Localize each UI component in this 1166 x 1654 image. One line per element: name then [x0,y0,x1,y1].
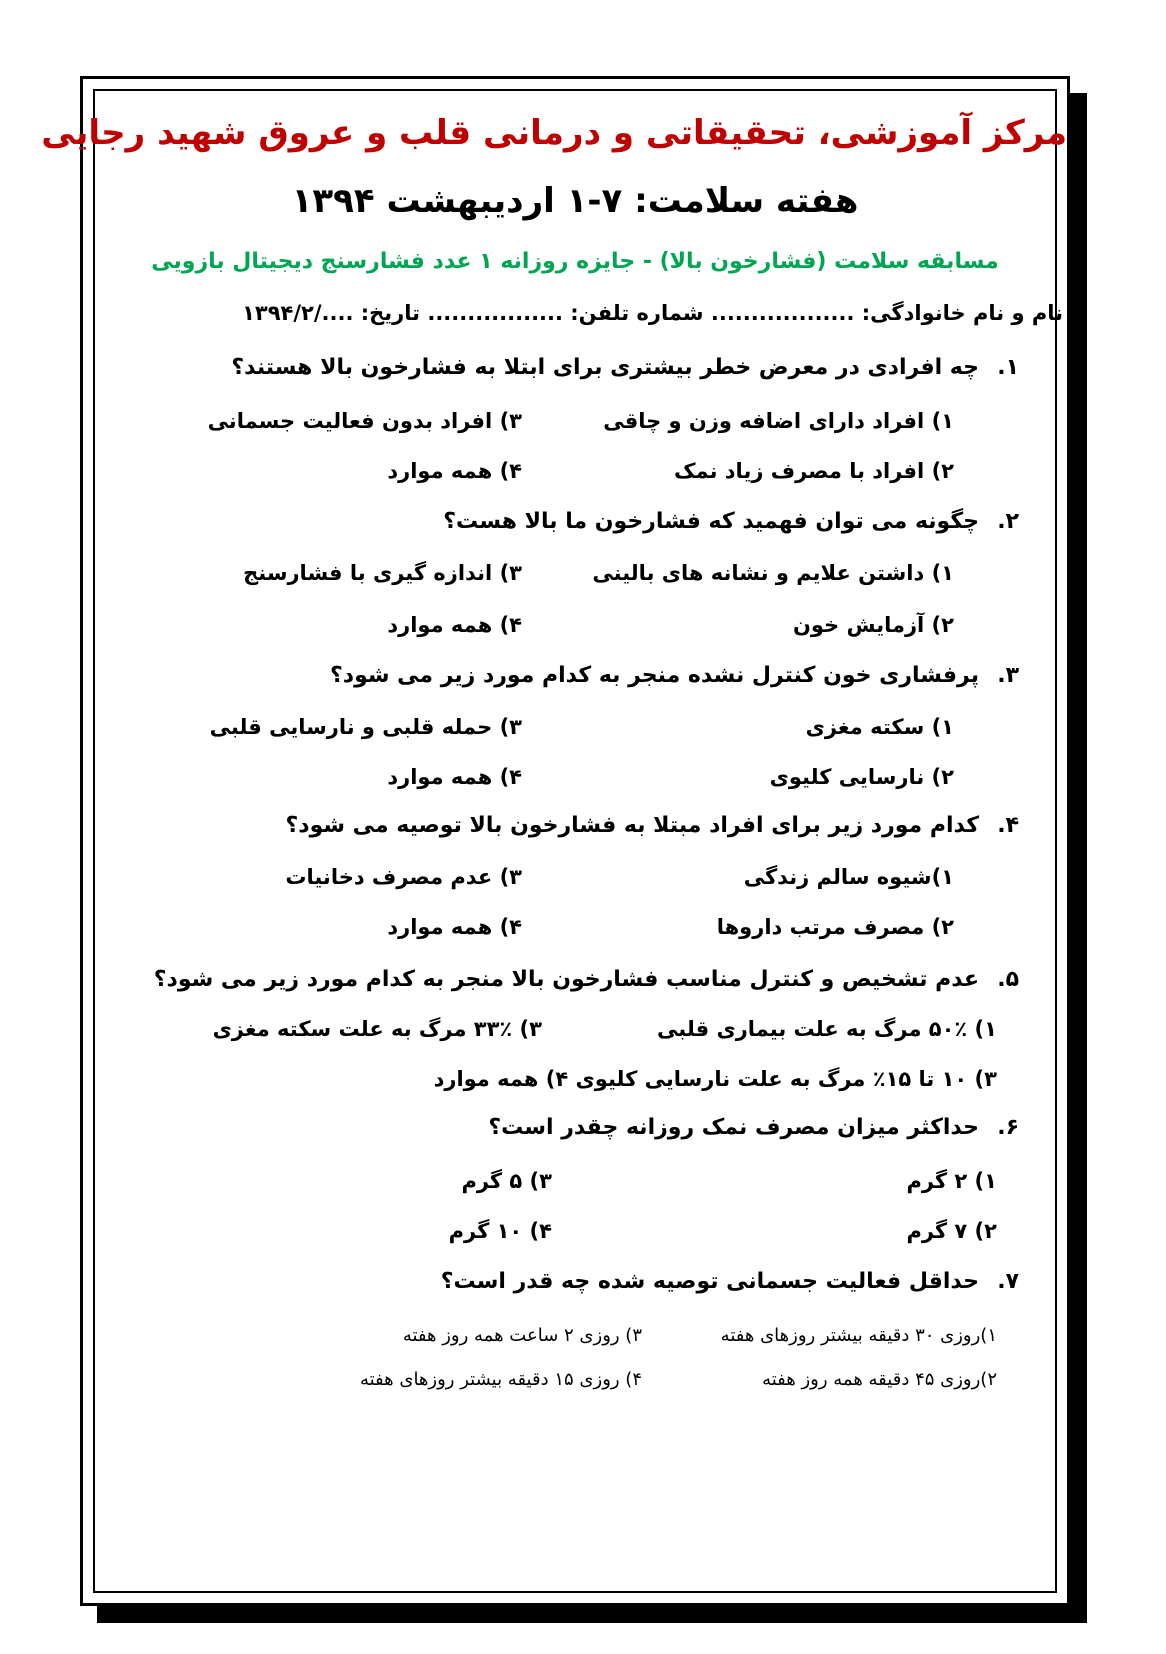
week-title: هفته سلامت: ۷-۱ اردیبهشت ۱۳۹۴ [291,181,859,221]
question-6 [83,1115,1019,1140]
q3-option-1[interactable]: ۱) سکته مغزی [805,715,954,739]
q5-option-1[interactable]: ۱) ۵۰٪ مرگ به علت بیماری قلبی [657,1017,997,1041]
page-frame [41,76,1070,1606]
question-text: چگونه می توان فهمید که فشارخون ما بالا هست؟ [443,509,979,534]
question-number: ۶. [997,1115,1019,1140]
question-number: ۱. [997,355,1019,380]
question-number: ۲. [997,509,1019,534]
q2-option-2[interactable]: ۲) آزمایش خون [792,613,954,637]
question-number: ۴. [997,813,1019,838]
participant-info-line: نام و نام خانوادگی: .................. شماره تلفن: ................. تاریخ: ..../۱۳۹۴/۲ [242,301,1063,325]
question-1 [83,355,1019,380]
institute-title: مرکز آموزشی، تحقیقاتی و درمانی قلب و عروق شهید رجایی [41,113,1067,153]
question-text: حداکثر میزان مصرف نمک روزانه چقدر است؟ [488,1115,979,1140]
q4-option-1[interactable]: ۱)شیوه سالم زندگی [743,865,954,889]
question-number: ۵. [997,967,1019,992]
q2-option-3[interactable]: ۳) اندازه گیری با فشارسنج [243,561,522,585]
q1-option-1[interactable]: ۱) افراد دارای اضافه وزن و چاقی [603,409,954,433]
q4-option-3[interactable]: ۳) عدم مصرف دخانیات [285,865,522,889]
q1-option-3[interactable]: ۳) افراد بدون فعالیت جسمانی [207,409,522,433]
question-number: ۷. [997,1269,1019,1294]
q7-option-4[interactable]: ۴) روزی ۱۵ دقیقه بیشتر روزهای هفته [359,1369,642,1390]
q3-option-3[interactable]: ۳) حمله قلبی و نارسایی قلبی [209,715,522,739]
q5-option-3[interactable]: ۳) ۳۳٪ مرگ به علت سکته مغزی [212,1017,542,1041]
question-text: عدم تشخیص و کنترل مناسب فشارخون بالا منجر به کدام مورد زیر می شود؟ [153,967,979,992]
question-text: حداقل فعالیت جسمانی توصیه شده چه قدر است؟ [440,1269,979,1294]
q5-option-3-4[interactable]: ۳) ۱۰ تا ۱۵٪ مرگ به علت نارسایی کلیوی ۴) همه موارد [433,1067,997,1091]
q4-option-4[interactable]: ۴) همه موارد [387,915,522,939]
q1-option-2[interactable]: ۲) افراد با مصرف زیاد نمک [674,459,954,483]
q3-option-2[interactable]: ۲) نارسایی کلیوی [769,765,954,789]
question-text: پرفشاری خون کنترل نشده منجر به کدام مورد زیر می شود؟ [330,663,979,688]
q1-option-4[interactable]: ۴) همه موارد [387,459,522,483]
q2-option-4[interactable]: ۴) همه موارد [387,613,522,637]
q6-option-3[interactable]: ۳) ۵ گرم [461,1169,552,1193]
contest-title: مسابقه سلامت (فشارخون بالا) - جایزه روزانه ۱ عدد فشارسنج دیجیتال بازویی [151,249,999,274]
q7-option-1[interactable]: ۱)روزی ۳۰ دقیقه بیشتر روزهای هفته [720,1325,997,1346]
document-content [41,79,1067,1603]
question-4 [83,813,1019,838]
q7-option-2[interactable]: ۲)روزی ۴۵ دقیقه همه روز هفته [762,1369,997,1390]
q2-option-1[interactable]: ۱) داشتن علایم و نشانه های بالینی [592,561,954,585]
q6-option-1[interactable]: ۱) ۲ گرم [906,1169,997,1193]
question-text: چه افرادی در معرض خطر بیشتری برای ابتلا به فشارخون بالا هستند؟ [231,355,979,380]
q4-option-2[interactable]: ۲) مصرف مرتب داروها [716,915,954,939]
question-3 [83,663,1019,688]
question-7 [83,1269,1019,1294]
question-number: ۳. [997,663,1019,688]
q6-option-4[interactable]: ۴) ۱۰ گرم [448,1219,552,1243]
q3-option-4[interactable]: ۴) همه موارد [387,765,522,789]
question-text: کدام مورد زیر برای افراد مبتلا به فشارخون بالا توصیه می شود؟ [285,813,979,838]
question-2 [83,509,1019,534]
q7-option-3[interactable]: ۳) روزی ۲ ساعت همه روز هفته [402,1325,642,1346]
q6-option-2[interactable]: ۲) ۷ گرم [906,1219,997,1243]
question-5 [83,967,1019,992]
